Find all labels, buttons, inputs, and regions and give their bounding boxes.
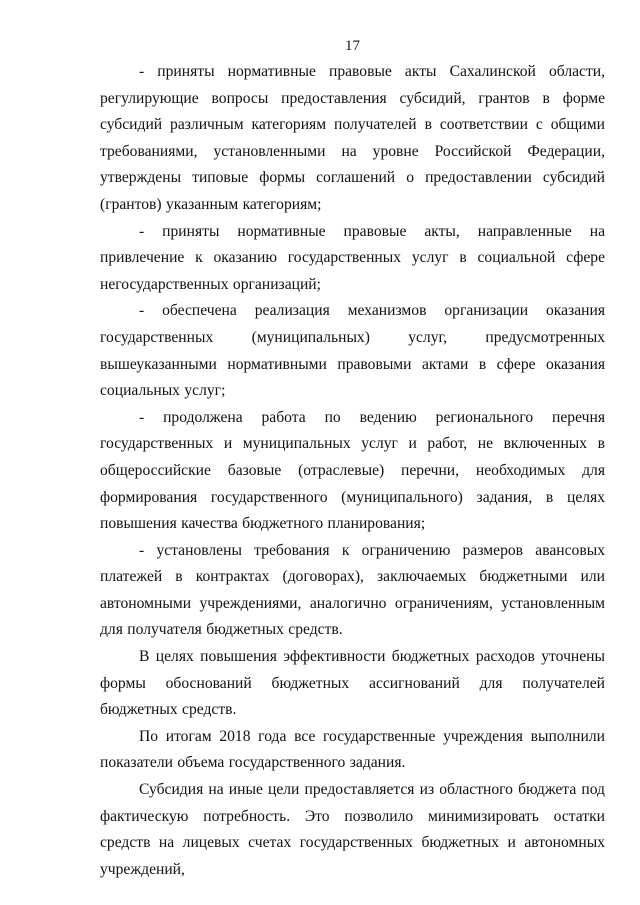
paragraph-regional-services-list: - продолжена работа по ведению регионального перечня государственных и муниципальных услуг и работ, не включенных в общероссийские базовые (отраслевые) перечни, необходимых для формирования государственного (муниципального) задания, в целях повышения качества бюджетного планирования; — [100, 408, 605, 533]
paragraph-regulatory-acts-subsidies: - приняты нормативные правовые акты Сахалинской области, регулирующие вопросы предоставления субсидий, грантов в форме субсидий различным категориям получателей в соответствии с общими требованиями, установленными на уровне Российской Федерации, утверждены типовые формы соглашений о предоставлении субсидий (грантов) указанным категориям; — [100, 63, 605, 213]
paragraph-state-assignment-results: По итогам 2018 года все государственные учреждения выполнили показатели объема государственного задания. — [100, 727, 605, 772]
paragraph-non-state-organizations: - приняты нормативные правовые акты, направленные на привлечение к оказанию государственных услуг в социальной сфере негосударственных организаций; — [100, 222, 605, 293]
page-number: 17 — [345, 38, 360, 54]
paragraph-subsidy-other-purposes: Субсидия на иные цели предоставляется из областного бюджета под фактическую потребность. Это позволило минимизировать остатки средств на лицевых счетах государственных бюджетных и автономных учреждений, — [100, 781, 605, 878]
paragraph-advance-payments: - установлены требования к ограничению размеров авансовых платежей в контрактах (договорах), заключаемых бюджетными или автономными учреждениями, аналогично ограничениям, установленным для получателя бюджетных средств. — [100, 541, 605, 639]
paragraph-service-mechanisms: - обеспечена реализация механизмов организации оказания государственных (муниципальных) услуг, предусмотренных вышеуказанными нормативными правовыми актами в сфере оказания социальных услуг; — [100, 302, 605, 400]
paragraph-budget-efficiency: В целях повышения эффективности бюджетных расходов уточнены формы обоснований бюджетных ассигнований для получателей бюджетных средств. — [100, 648, 605, 719]
